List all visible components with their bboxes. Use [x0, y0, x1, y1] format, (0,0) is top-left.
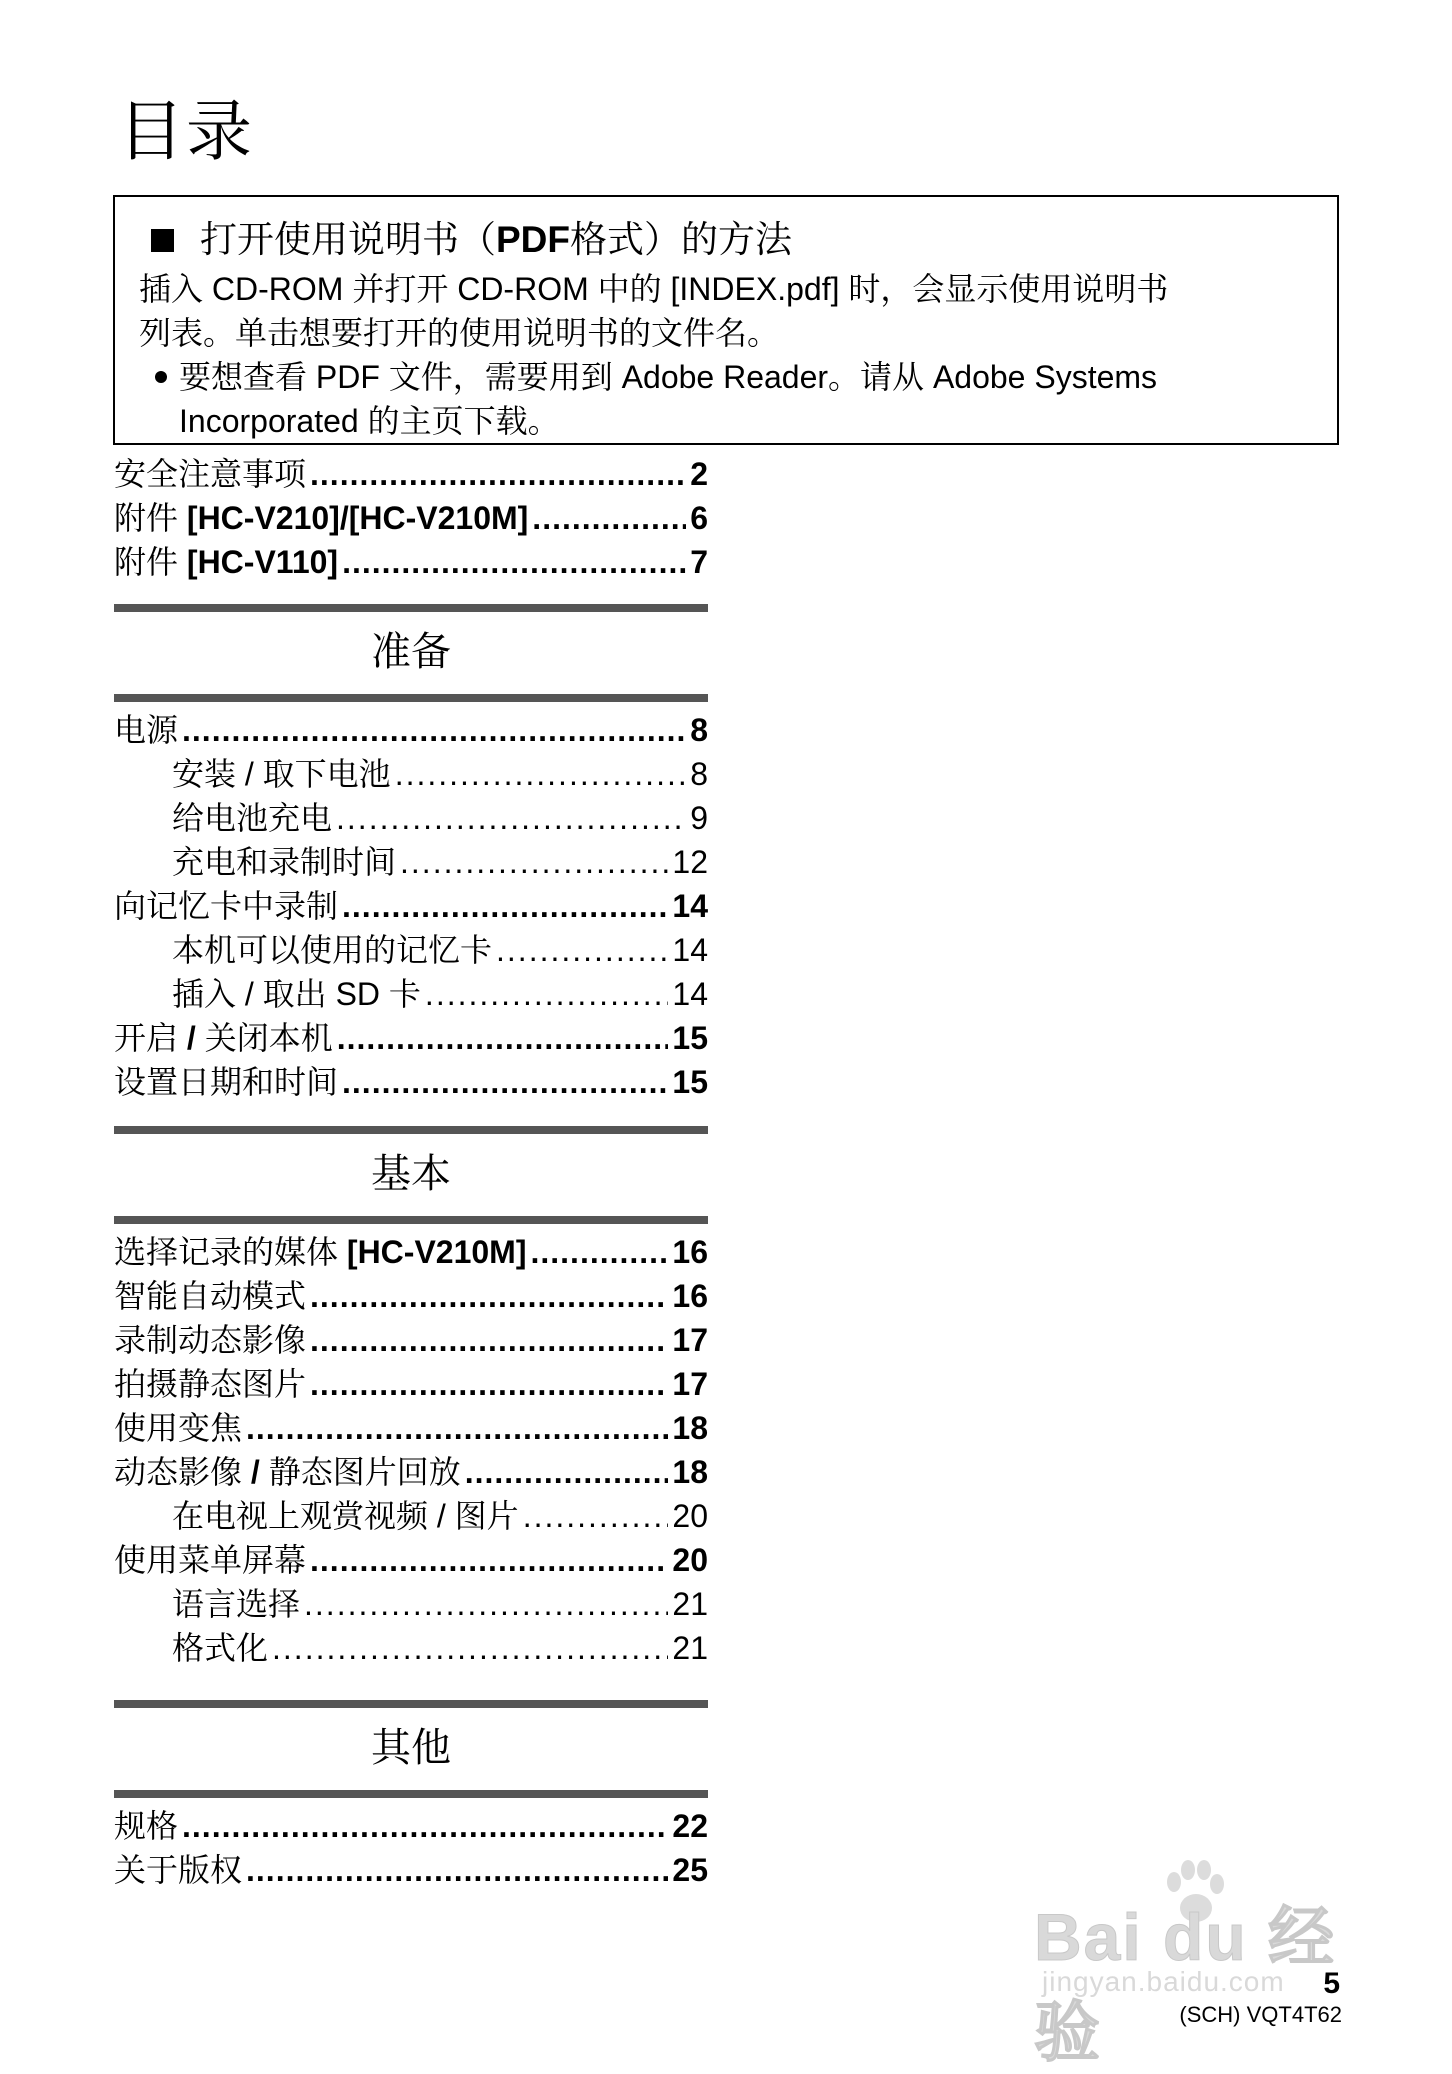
toc-subentry[interactable] [114, 972, 708, 1016]
toc-entry-label: 选择记录的媒体 [HC-V210M] [114, 1234, 527, 1270]
toc-entry-page: 12 [672, 844, 708, 880]
page-title: 目录 [118, 93, 254, 170]
toc-entry[interactable] [114, 708, 708, 752]
toc-entry[interactable] [114, 1848, 708, 1892]
notice-bullet [139, 355, 1311, 443]
toc-entry[interactable] [114, 1450, 708, 1494]
toc-entry-page: 14 [672, 888, 708, 924]
toc-entry-page: 18 [672, 1410, 708, 1446]
dot-leader [496, 928, 668, 972]
dot-leader [304, 1582, 668, 1626]
pdf-instructions-box [113, 195, 1339, 445]
section-heading-prepare: 准备 [114, 604, 708, 702]
dot-leader [310, 1538, 668, 1582]
toc-entry-page: 14 [672, 932, 708, 968]
notice-bullet-line-2: Incorporated 的主页下载。 [179, 403, 560, 439]
toc-entry-label: 电源 [114, 712, 179, 748]
toc-section-basic [114, 1230, 708, 1670]
dot-leader [395, 752, 687, 796]
toc-entry-label: 给电池充电 [172, 800, 333, 836]
toc-entry-page: 17 [672, 1366, 708, 1402]
toc-entry-page: 25 [672, 1852, 708, 1888]
bullet-dot-icon [155, 371, 167, 383]
toc-entry-label: 使用变焦 [114, 1410, 243, 1446]
toc-entry[interactable] [114, 1362, 708, 1406]
toc-subentry[interactable] [114, 796, 708, 840]
toc-entry-page: 8 [690, 756, 708, 792]
toc-entry[interactable] [114, 540, 708, 584]
toc-entry[interactable] [114, 1804, 708, 1848]
toc-entry-page: 6 [690, 500, 708, 536]
watermark-url: jingyan.baidu.com [1042, 1966, 1285, 1997]
toc-entry[interactable] [114, 496, 708, 540]
toc-entry-label: 向记忆卡中录制 [114, 888, 339, 924]
dot-leader [425, 972, 668, 1016]
toc-entry-page: 17 [672, 1322, 708, 1358]
dot-leader [336, 796, 686, 840]
toc-entry-label: 插入 / 取出 SD 卡 [172, 976, 421, 1012]
dot-leader [272, 1626, 668, 1670]
dot-leader [465, 1450, 669, 1494]
toc-entry-label: 本机可以使用的记忆卡 [172, 932, 493, 968]
toc-entry-page: 14 [672, 976, 708, 1012]
toc-entry-label: 动态影像 / 静态图片回放 [114, 1454, 461, 1490]
notice-heading-pdf: PDF [496, 219, 570, 260]
dot-leader [342, 884, 668, 928]
toc-entry-page: 18 [672, 1454, 708, 1490]
toc-entry-label: 附件 [HC-V210]/[HC-V210M] [114, 500, 529, 536]
toc-entry[interactable] [114, 884, 708, 928]
toc-entry-label: 关于版权 [114, 1852, 243, 1888]
toc-entry-page: 15 [672, 1064, 708, 1100]
toc-entry-page: 21 [672, 1630, 708, 1666]
notice-line-1: 插入 CD-ROM 并打开 CD-ROM 中的 [INDEX.pdf] 时，会显示使用说明书 [139, 271, 1169, 307]
toc-entry-label: 充电和录制时间 [172, 844, 397, 880]
toc-entry-label: 设置日期和时间 [114, 1064, 339, 1100]
dot-leader [310, 1318, 668, 1362]
toc-section-other [114, 1804, 708, 1892]
page-number: 5 [1323, 1967, 1340, 2000]
toc-subentry[interactable] [114, 752, 708, 796]
toc-entry-label: 安装 / 取下电池 [172, 756, 391, 792]
notice-bullet-line-1: 要想查看 PDF 文件，需要用到 Adobe Reader。请从 Adobe Systems [179, 359, 1158, 395]
toc-entry[interactable] [114, 1406, 708, 1450]
toc-subentry[interactable] [114, 1626, 708, 1670]
dot-leader [342, 1060, 668, 1104]
dot-leader [530, 1230, 668, 1274]
dot-leader [182, 1804, 668, 1848]
toc-entry-label: 安全注意事项 [114, 456, 307, 492]
dot-leader [532, 496, 686, 540]
dot-leader [182, 708, 686, 752]
notice-heading [139, 217, 1311, 263]
toc-subentry[interactable] [114, 1582, 708, 1626]
toc-entry[interactable] [114, 1016, 708, 1060]
toc-entry-label: 规格 [114, 1808, 179, 1844]
dot-leader [400, 840, 668, 884]
dot-leader [246, 1848, 668, 1892]
toc-entry-page: 15 [672, 1020, 708, 1056]
notice-heading-suffix: 格式）的方法 [570, 219, 792, 260]
toc-entry-page: 21 [672, 1586, 708, 1622]
toc-entry[interactable] [114, 1318, 708, 1362]
toc-subentry[interactable] [114, 928, 708, 972]
toc-entry-label: 使用菜单屏幕 [114, 1542, 307, 1578]
dot-leader [310, 1274, 668, 1318]
toc-entry-page: 16 [672, 1278, 708, 1314]
toc-entry[interactable] [114, 1538, 708, 1582]
toc-section-prepare [114, 708, 708, 1104]
toc-entry-label: 附件 [HC-V110] [114, 544, 339, 580]
dot-leader [337, 1016, 669, 1060]
toc-entry-label: 在电视上观赏视频 / 图片 [172, 1498, 519, 1534]
toc-entry-page: 20 [672, 1498, 708, 1534]
dot-leader [310, 452, 686, 496]
document-code: (SCH) VQT4T62 [1179, 2002, 1342, 2027]
section-heading-other: 其他 [114, 1700, 708, 1798]
toc-entry-label: 开启 / 关闭本机 [114, 1020, 333, 1056]
toc-entry-label: 拍摄静态图片 [114, 1366, 307, 1402]
toc-entry-label: 语言选择 [172, 1586, 301, 1622]
dot-leader [523, 1494, 669, 1538]
dot-leader [310, 1362, 668, 1406]
toc-entry-label: 录制动态影像 [114, 1322, 307, 1358]
toc-entry-page: 9 [690, 800, 708, 836]
notice-heading-prefix: 打开使用说明书（ [200, 219, 496, 260]
toc-entry-label: 智能自动模式 [114, 1278, 307, 1314]
toc-subentry[interactable] [114, 1494, 708, 1538]
dot-leader [246, 1406, 668, 1450]
toc-entry-page: 8 [690, 712, 708, 748]
toc-entry[interactable] [114, 1274, 708, 1318]
notice-line-2: 列表。单击想要打开的使用说明书的文件名。 [139, 315, 780, 351]
toc-entry-page: 22 [672, 1808, 708, 1844]
toc-subentry[interactable] [114, 840, 708, 884]
toc-entry[interactable] [114, 1060, 708, 1104]
watermark-logo-text: Bai du 经验 [1034, 1900, 1337, 2069]
toc-entry[interactable] [114, 452, 708, 496]
dot-leader [342, 540, 686, 584]
toc-entry-label: 格式化 [172, 1630, 269, 1666]
toc-entry[interactable] [114, 1230, 708, 1274]
toc-entry-page: 7 [690, 544, 708, 580]
toc-entry-page: 16 [672, 1234, 708, 1270]
toc-entry-page: 2 [690, 456, 708, 492]
toc-intro [114, 452, 708, 584]
square-bullet-icon [151, 229, 174, 252]
toc-entry-page: 20 [672, 1542, 708, 1578]
section-heading-basic: 基本 [114, 1126, 708, 1224]
